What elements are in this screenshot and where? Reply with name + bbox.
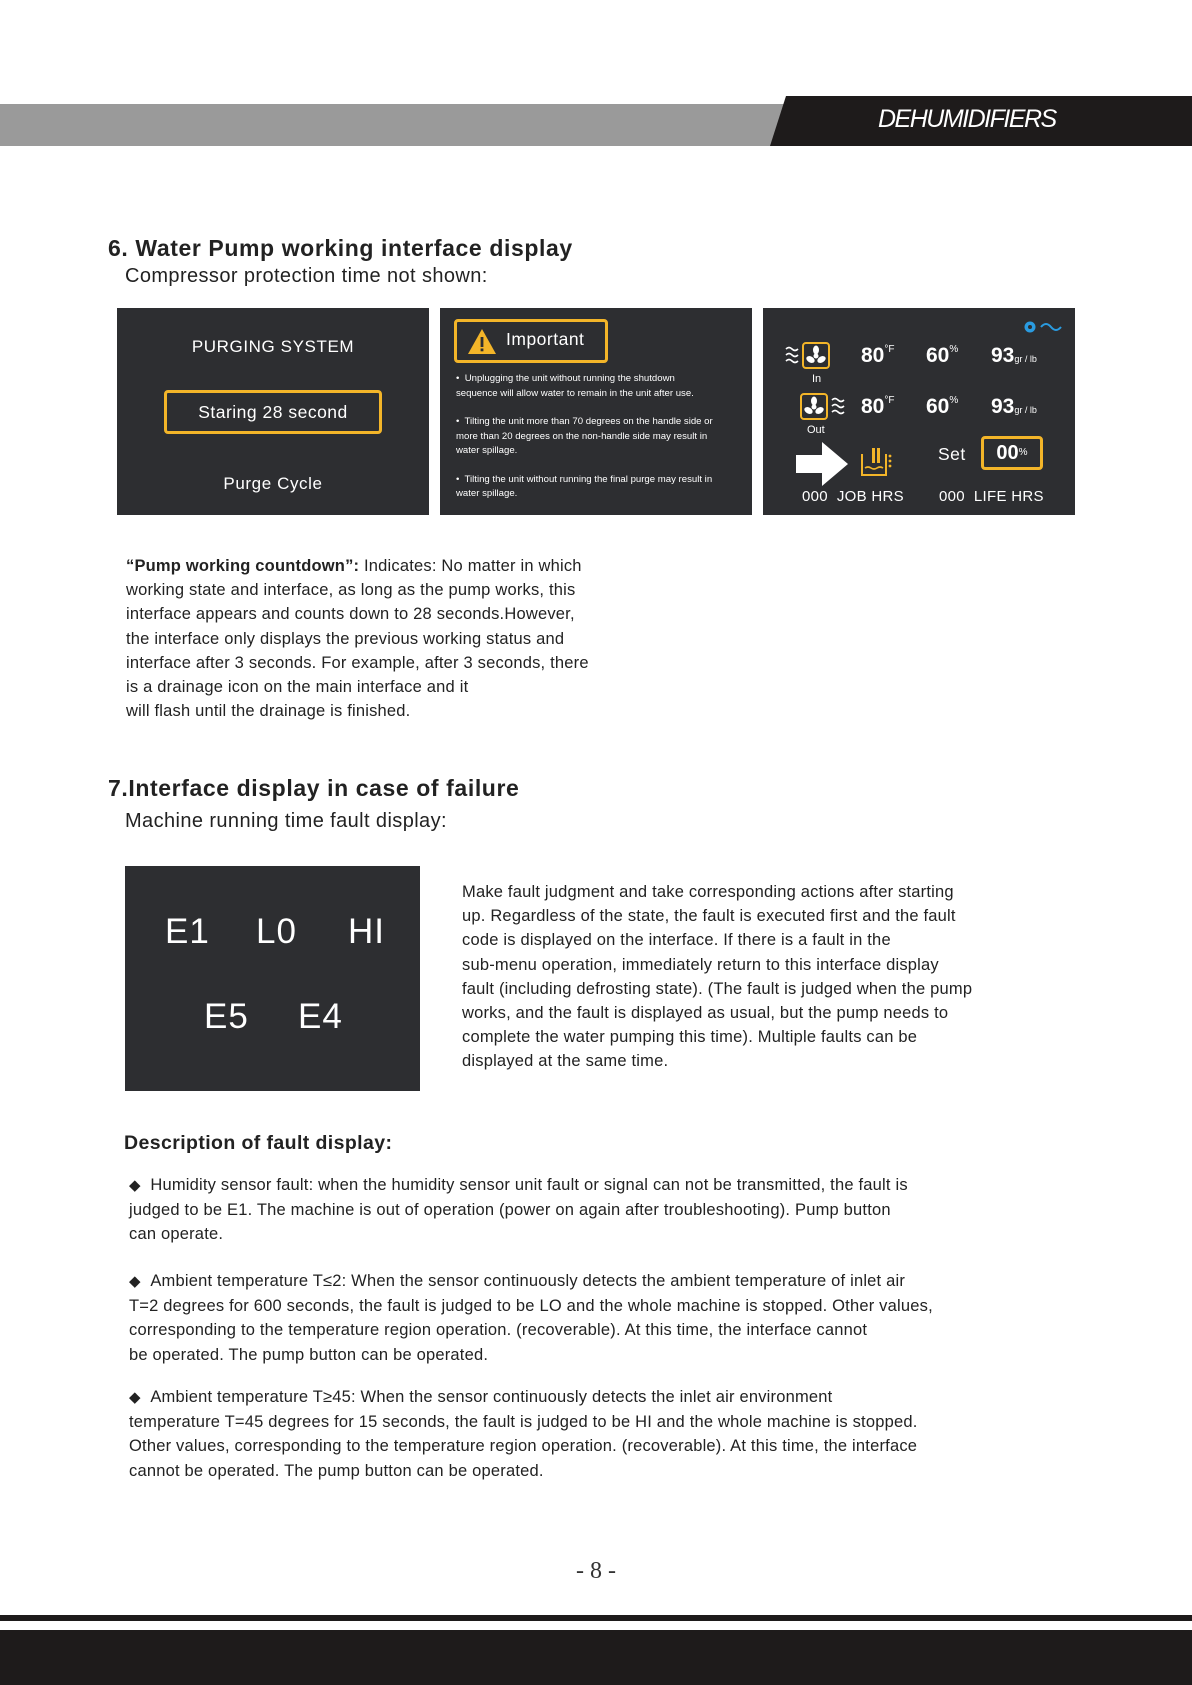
- header-grey-band: [0, 104, 790, 146]
- page-number: - 8 -: [576, 1558, 616, 1584]
- header-title: DEHUMIDIFIERS: [878, 105, 1056, 133]
- fault-description-item: ◆ Ambient temperature T≥45: When the sensor continuously detects the inlet air environment temperature T=45 degrees for 15 seconds, the fault is judged to be HI and the whole machine is stopped. Other values, corresponding to the temperature region operation. (recoverable). At this time, the interface cannot be operated. The pump button can be operated.: [129, 1388, 918, 1480]
- section-6-title: 6. Water Pump working interface display: [108, 235, 573, 261]
- section-6-subtitle: Compressor protection time not shown:: [125, 265, 488, 287]
- job-hours: 000 JOB HRS: [802, 488, 904, 505]
- inlet-humidity: 60%: [926, 344, 959, 367]
- set-value-box: [981, 436, 1043, 470]
- arrow-right-icon: [796, 442, 848, 486]
- connectivity-icon: [1023, 320, 1063, 334]
- outlet-label: Out: [807, 424, 825, 436]
- description-title: Description of fault display:: [124, 1132, 393, 1154]
- inlet-fan-icon: [785, 341, 833, 371]
- life-hours: 000 LIFE HRS: [939, 488, 1044, 505]
- fault-code-panel: [125, 866, 420, 1091]
- footer-rule: [0, 1615, 1192, 1621]
- countdown-box: [164, 390, 382, 434]
- important-bullets: [456, 372, 748, 502]
- drainage-icon: [859, 446, 893, 478]
- outlet-fan-icon: [800, 392, 848, 422]
- important-bullet: • Tilting the unit without running the final purge may result in water spillage.: [456, 473, 713, 499]
- important-bullet: • Unplugging the unit without running the shutdown sequence will allow water to remain in the unit after use.: [456, 373, 694, 399]
- outlet-temp: $80^{^\circ F}$: [861, 395, 895, 418]
- fault-description-item: ◆ Humidity sensor fault: when the humidity sensor unit fault or signal can not be transmitted, the fault is judged to be E1. The machine is out of operation (power on again after troubleshooting). Pump button can operate.: [129, 1176, 908, 1244]
- fault-code: HI: [348, 912, 385, 951]
- set-label: Set: [938, 444, 966, 464]
- fault-code: E5: [204, 997, 249, 1036]
- purge-footer: Purge Cycle: [223, 474, 323, 493]
- footer-band: [0, 1630, 1192, 1685]
- important-panel: [440, 308, 752, 515]
- inlet-grains: 93gr / lb: [991, 344, 1037, 367]
- pump-countdown-paragraph: “Pump working countdown”: Indicates: No matter in which working state and interface, as long as the pump works, this interface appears and counts down to 28 seconds.However, the interface only displays the previous working status and interface after 3 seconds. For example, after 3 seconds, there is a drainage icon on the main interface and it will flash until the drainage is finished.: [126, 557, 589, 721]
- purge-panel: [117, 308, 429, 515]
- fault-code: L0: [256, 912, 297, 951]
- warning-icon: [467, 328, 497, 355]
- countdown-text: Staring 28 second: [198, 402, 348, 422]
- status-panel: [763, 308, 1075, 515]
- inlet-label: In: [812, 373, 822, 385]
- inlet-temp: $80^{^\circ F}$: [861, 344, 895, 367]
- important-bullet: • Tilting the unit more than 70 degrees on the handle side or more than 20 degrees on the non-handle side may result in water spillage.: [456, 416, 713, 456]
- important-label: Important: [506, 329, 585, 349]
- section-7-title: 7.Interface display in case of failure: [108, 775, 520, 801]
- fault-description-item: ◆ Ambient temperature T≤2: When the sensor continuously detects the ambient temperature of inlet air T=2 degrees for 600 seconds, the fault is judged to be LO and the whole machine is stopped. Other values, corresponding to the temperature region operation. (recoverable). At this time, the interface cannot be operated. The pump button can be operated.: [129, 1272, 933, 1364]
- set-value: 00%: [996, 442, 1028, 464]
- fault-code: E1: [165, 912, 210, 951]
- purge-heading: PURGING SYSTEM: [191, 337, 355, 356]
- section-7-subtitle: Machine running time fault display:: [125, 810, 447, 832]
- fault-code: E4: [298, 997, 343, 1036]
- outlet-humidity: 60%: [926, 395, 959, 418]
- fault-judgment-paragraph: Make fault judgment and take corresponding actions after starting up. Regardless of the state, the fault is executed first and the fault code is displayed on the interface. If there is a fault in the sub-menu operation, immediately return to this interface display fault (including defrosting state). (The fault is judged when the pump works, and the fault is displayed as usual, but the pump needs to complete the water pumping this time). Multiple faults can be displayed at the same time.: [462, 883, 973, 1071]
- outlet-grains: 93gr / lb: [991, 395, 1037, 418]
- important-badge: [454, 319, 608, 363]
